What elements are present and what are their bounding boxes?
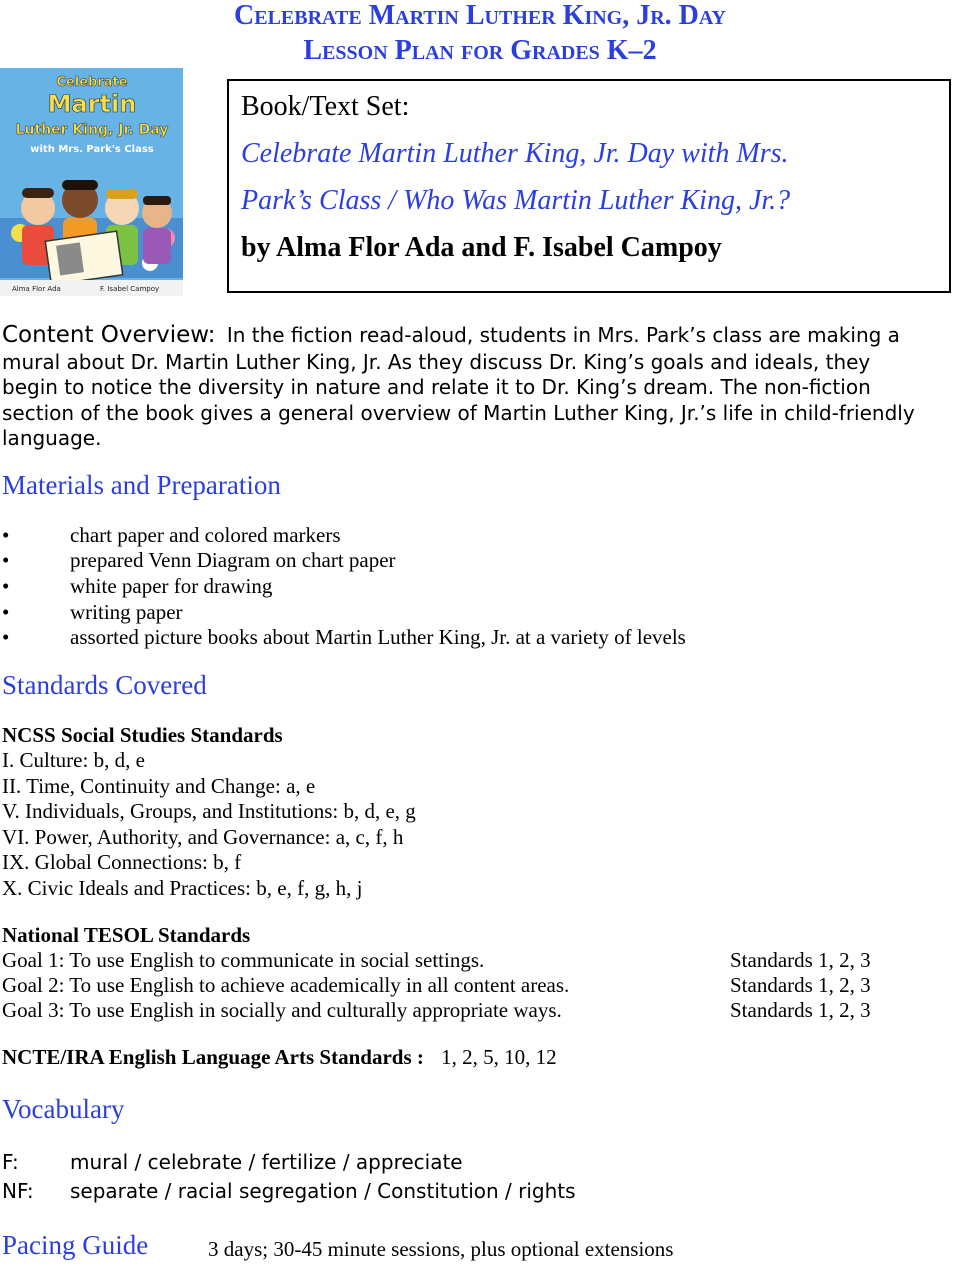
overview-line2: mural about Dr. Martin Luther King, Jr. As they discuss Dr. King’s goals and ideals, they	[2, 350, 871, 374]
cover-author1: Alma Flor Ada	[12, 285, 61, 293]
cover-author2: F. Isabel Campoy	[100, 285, 160, 293]
ncss-item: IX. Global Connections: b, f	[2, 850, 242, 874]
ncte-label: NCTE/IRA English Language Arts Standards :	[2, 1045, 424, 1069]
cover-title-line2: Martin	[47, 90, 137, 118]
materials-item: writing paper	[70, 600, 183, 624]
bullet-icon: •	[2, 625, 10, 649]
tesol-goal: Goal 2: To use English to achieve academically in all content areas.	[2, 973, 570, 997]
book-set-label: Book/Text Set:	[241, 91, 410, 122]
materials-item: white paper for drawing	[70, 574, 273, 598]
bullet-icon: •	[2, 523, 10, 547]
ncss-item: I. Culture: b, d, e	[2, 748, 145, 772]
ncss-item: X. Civic Ideals and Practices: b, e, f, g, h, j	[2, 876, 363, 900]
vocabulary-heading: Vocabulary	[2, 1094, 125, 1124]
bullet-icon: •	[2, 548, 10, 572]
cover-title-line1: Celebrate	[56, 75, 128, 90]
book-title-line1: Celebrate Martin Luther King, Jr. Day with Mrs.	[241, 138, 789, 169]
ncte-line	[2, 1045, 557, 1070]
ncss-item: VI. Power, Authority, and Governance: a, c, f, h	[2, 825, 404, 849]
pacing-text: 3 days; 30-45 minute sessions, plus optional extensions	[208, 1237, 674, 1261]
materials-item: assorted picture books about Martin Luther King, Jr. at a variety of levels	[70, 625, 686, 649]
tesol-goal: Goal 3: To use English in socially and culturally appropriate ways.	[2, 998, 562, 1022]
vocab-f-words: mural / celebrate / fertilize / appreciate	[70, 1150, 463, 1174]
content-overview-line1	[2, 322, 900, 348]
vocab-nf-label: NF:	[2, 1179, 34, 1203]
pacing-heading: Pacing Guide	[2, 1230, 149, 1260]
tesol-heading: National TESOL Standards	[2, 923, 251, 947]
cover-title-line4: with Mrs. Park's Class	[30, 144, 154, 155]
book-text-set-box	[227, 79, 951, 293]
materials-item: chart paper and colored markers	[70, 523, 341, 547]
bullet-icon: •	[2, 600, 10, 624]
document-title-line1: Celebrate Martin Luther King, Jr. Day	[234, 0, 726, 31]
cover-title-line3: Luther King, Jr. Day	[15, 122, 169, 138]
ncss-heading: NCSS Social Studies Standards	[2, 723, 283, 747]
vocab-nf-words: separate / racial segregation / Constitution / rights	[70, 1179, 576, 1203]
overview-line4: section of the book gives a general overview of Martin Luther King, Jr.’s life in child-friendly	[2, 401, 915, 425]
ncte-values: 1, 2, 5, 10, 12	[441, 1045, 557, 1069]
overview-line5: language.	[2, 426, 102, 450]
book-title-line2: Park’s Class / Who Was Martin Luther King, Jr.?	[241, 185, 791, 216]
tesol-goal: Goal 1: To use English to communicate in social settings.	[2, 948, 485, 972]
ncss-item: II. Time, Continuity and Change: a, e	[2, 774, 316, 798]
overview-line3: begin to notice the diversity in nature and relate it to Dr. King’s dream. The non-fiction	[2, 375, 871, 399]
standards-heading: Standards Covered	[2, 670, 207, 700]
overview-line1: In the fiction read-aloud, students in Mrs. Park’s class are making a	[226, 323, 900, 347]
tesol-standards: Standards 1, 2, 3	[730, 998, 871, 1022]
tesol-standards: Standards 1, 2, 3	[730, 948, 871, 972]
book-cover-image	[0, 68, 183, 296]
ncss-item: V. Individuals, Groups, and Institutions: b, d, e, g	[2, 799, 416, 823]
book-cover-illustration	[0, 68, 183, 296]
document-title-line2: Lesson Plan for Grades K–2	[303, 35, 657, 66]
tesol-standards: Standards 1, 2, 3	[730, 973, 871, 997]
bullet-icon: •	[2, 574, 10, 598]
book-authors: by Alma Flor Ada and F. Isabel Campoy	[241, 232, 722, 263]
vocab-f-label: F:	[2, 1150, 19, 1174]
materials-item: prepared Venn Diagram on chart paper	[70, 548, 396, 572]
materials-heading: Materials and Preparation	[2, 470, 281, 500]
content-overview-label: Content Overview:	[2, 322, 216, 348]
